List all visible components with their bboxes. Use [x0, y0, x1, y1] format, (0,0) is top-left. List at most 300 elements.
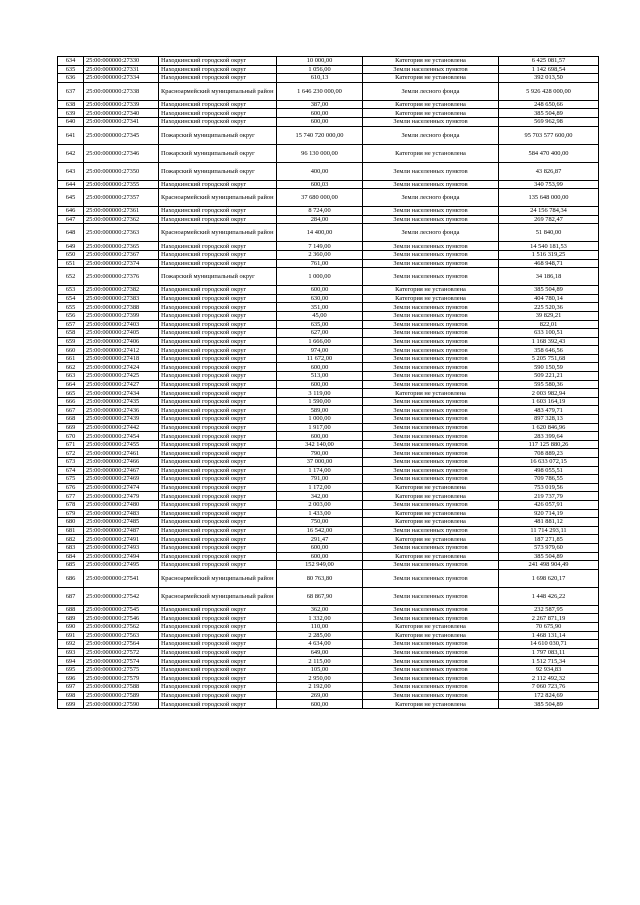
table-row [58, 509, 599, 518]
land-category: Земли населенных пунктов [363, 268, 499, 286]
cadastral-value: 5 205 751,68 [499, 354, 599, 363]
municipality: Находкинский городской округ [159, 640, 277, 649]
area: 1 174,00 [277, 466, 363, 475]
area: 600,00 [277, 700, 363, 709]
area: 10 000,00 [277, 57, 363, 66]
cadastral-number: 25:00:000000:27564 [84, 640, 159, 649]
land-category: Земли населенных пунктов [363, 372, 499, 381]
cadastral-value: 34 186,18 [499, 268, 599, 286]
row-number: 649 [58, 242, 84, 251]
land-category: Категория не установлена [363, 535, 499, 544]
row-number: 637 [58, 82, 84, 100]
cadastral-number: 25:00:000000:27338 [84, 82, 159, 100]
municipality: Находкинский городской округ [159, 423, 277, 432]
table-row [58, 109, 599, 118]
row-number: 672 [58, 449, 84, 458]
municipality: Находкинский городской округ [159, 294, 277, 303]
land-category: Категория не установлена [363, 74, 499, 83]
cadastral-value: 483 479,71 [499, 406, 599, 415]
cadastral-number: 25:00:000000:27491 [84, 535, 159, 544]
table-row [58, 561, 599, 570]
area: 627,00 [277, 329, 363, 338]
row-number: 662 [58, 363, 84, 372]
area: 2 360,00 [277, 250, 363, 259]
area: 110,00 [277, 622, 363, 631]
land-category: Земли населенных пунктов [363, 311, 499, 320]
land-category: Земли лесного фонда [363, 82, 499, 100]
municipality: Находкинский городской округ [159, 518, 277, 527]
table-row [58, 543, 599, 552]
table-row [58, 259, 599, 268]
table-row [58, 215, 599, 224]
municipality: Находкинский городской округ [159, 500, 277, 509]
row-number: 664 [58, 380, 84, 389]
cadastral-value: 1 448 426,22 [499, 587, 599, 605]
cadastral-number: 25:00:000000:27376 [84, 268, 159, 286]
table-row [58, 389, 599, 398]
cadastral-value: 24 156 784,34 [499, 207, 599, 216]
area: 974,00 [277, 346, 363, 355]
row-number: 647 [58, 215, 84, 224]
land-category: Земли лесного фонда [363, 126, 499, 144]
area: 4 634,00 [277, 640, 363, 649]
row-number: 698 [58, 691, 84, 700]
table-row [58, 648, 599, 657]
area: 630,00 [277, 294, 363, 303]
table-row [58, 674, 599, 683]
municipality: Находкинский городской округ [159, 406, 277, 415]
row-number: 642 [58, 144, 84, 162]
table-row [58, 492, 599, 501]
land-category: Земли населенных пунктов [363, 526, 499, 535]
table-row [58, 475, 599, 484]
row-number: 663 [58, 372, 84, 381]
table-row [58, 346, 599, 355]
table-row [58, 569, 599, 587]
row-number: 665 [58, 389, 84, 398]
row-number: 654 [58, 294, 84, 303]
municipality: Находкинский городской округ [159, 320, 277, 329]
table-row [58, 162, 599, 180]
table-row [58, 189, 599, 207]
row-number: 679 [58, 509, 84, 518]
cadastral-value: 39 829,21 [499, 311, 599, 320]
table-row [58, 691, 599, 700]
area: 3 119,00 [277, 389, 363, 398]
cadastral-value: 92 934,83 [499, 665, 599, 674]
table-row [58, 268, 599, 286]
cadastral-number: 25:00:000000:27362 [84, 215, 159, 224]
land-category: Земли населенных пунктов [363, 500, 499, 509]
area: 387,00 [277, 100, 363, 109]
table-row [58, 372, 599, 381]
row-number: 686 [58, 569, 84, 587]
table-row [58, 587, 599, 605]
cadastral-number: 25:00:000000:27361 [84, 207, 159, 216]
land-category: Категория не установлена [363, 518, 499, 527]
area: 750,00 [277, 518, 363, 527]
land-category: Категория не установлена [363, 483, 499, 492]
cadastral-number: 25:00:000000:27383 [84, 294, 159, 303]
municipality: Находкинский городской округ [159, 458, 277, 467]
area: 1 433,00 [277, 509, 363, 518]
table-row [58, 657, 599, 666]
municipality: Находкинский городской округ [159, 561, 277, 570]
cadastral-value: 595 580,36 [499, 380, 599, 389]
area: 791,00 [277, 475, 363, 484]
cadastral-value: 14 610 030,71 [499, 640, 599, 649]
municipality: Находкинский городской округ [159, 57, 277, 66]
cadastral-value: 340 753,99 [499, 180, 599, 189]
area: 152 949,00 [277, 561, 363, 570]
row-number: 648 [58, 224, 84, 242]
municipality: Находкинский городской округ [159, 354, 277, 363]
row-number: 652 [58, 268, 84, 286]
area: 37 000,00 [277, 458, 363, 467]
cadastral-number: 25:00:000000:27439 [84, 415, 159, 424]
table-row [58, 526, 599, 535]
area: 600,00 [277, 432, 363, 441]
area: 11 672,00 [277, 354, 363, 363]
municipality: Красноармейский муниципальный район [159, 587, 277, 605]
area: 600,00 [277, 363, 363, 372]
table-body [58, 57, 599, 709]
cadastral-value: 241 498 904,49 [499, 561, 599, 570]
row-number: 696 [58, 674, 84, 683]
cadastral-number: 25:00:000000:27579 [84, 674, 159, 683]
cadastral-number: 25:00:000000:27494 [84, 552, 159, 561]
land-category: Земли населенных пунктов [363, 406, 499, 415]
land-category: Категория не установлена [363, 100, 499, 109]
table-row [58, 242, 599, 251]
cadastral-value: 2 112 492,32 [499, 674, 599, 683]
area: 600,00 [277, 109, 363, 118]
cadastral-value: 1 512 715,34 [499, 657, 599, 666]
cadastral-number: 25:00:000000:27487 [84, 526, 159, 535]
land-category: Земли населенных пунктов [363, 640, 499, 649]
cadastral-value: 225 520,36 [499, 303, 599, 312]
table-row [58, 683, 599, 692]
table-row [58, 640, 599, 649]
row-number: 639 [58, 109, 84, 118]
cadastral-number: 25:00:000000:27388 [84, 303, 159, 312]
row-number: 634 [58, 57, 84, 66]
municipality: Находкинский городской округ [159, 475, 277, 484]
row-number: 683 [58, 543, 84, 552]
cadastral-value: 573 979,60 [499, 543, 599, 552]
municipality: Находкинский городской округ [159, 303, 277, 312]
row-number: 687 [58, 587, 84, 605]
cadastral-value: 1 620 846,96 [499, 423, 599, 432]
municipality: Красноармейский муниципальный район [159, 189, 277, 207]
land-category: Земли населенных пунктов [363, 354, 499, 363]
municipality: Находкинский городской округ [159, 492, 277, 501]
land-category: Земли населенных пунктов [363, 665, 499, 674]
row-number: 651 [58, 259, 84, 268]
row-number: 661 [58, 354, 84, 363]
land-category: Категория не установлена [363, 294, 499, 303]
municipality: Находкинский городской округ [159, 286, 277, 295]
cadastral-number: 25:00:000000:27403 [84, 320, 159, 329]
cadastral-number: 25:00:000000:27346 [84, 144, 159, 162]
cadastral-number: 25:00:000000:27542 [84, 587, 159, 605]
area: 1 000,00 [277, 415, 363, 424]
cadastral-value: 172 824,69 [499, 691, 599, 700]
cadastral-value: 385 504,89 [499, 109, 599, 118]
cadastral-value: 219 737,79 [499, 492, 599, 501]
cadastral-number: 25:00:000000:27334 [84, 74, 159, 83]
area: 8 724,00 [277, 207, 363, 216]
municipality: Находкинский городской округ [159, 380, 277, 389]
land-category: Земли населенных пунктов [363, 423, 499, 432]
area: 14 400,00 [277, 224, 363, 242]
area: 2 285,00 [277, 631, 363, 640]
cadastral-number: 25:00:000000:27493 [84, 543, 159, 552]
row-number: 641 [58, 126, 84, 144]
area: 37 680 000,00 [277, 189, 363, 207]
land-category: Земли населенных пунктов [363, 543, 499, 552]
row-number: 691 [58, 631, 84, 640]
cadastral-value: 481 881,12 [499, 518, 599, 527]
cadastral-number: 25:00:000000:27382 [84, 286, 159, 295]
land-category: Земли населенных пунктов [363, 363, 499, 372]
row-number: 678 [58, 500, 84, 509]
area: 68 867,90 [277, 587, 363, 605]
cadastral-value: 385 504,89 [499, 286, 599, 295]
land-category: Земли населенных пунктов [363, 614, 499, 623]
row-number: 658 [58, 329, 84, 338]
cadastral-number: 25:00:000000:27541 [84, 569, 159, 587]
area: 1 056,00 [277, 65, 363, 74]
area: 15 740 720 000,00 [277, 126, 363, 144]
row-number: 666 [58, 397, 84, 406]
municipality: Находкинский городской округ [159, 372, 277, 381]
cadastral-number: 25:00:000000:27455 [84, 440, 159, 449]
municipality: Находкинский городской округ [159, 466, 277, 475]
municipality: Находкинский городской округ [159, 631, 277, 640]
table-row [58, 329, 599, 338]
row-number: 656 [58, 311, 84, 320]
cadastral-value: 1 168 392,43 [499, 337, 599, 346]
row-number: 690 [58, 622, 84, 631]
table-row [58, 250, 599, 259]
land-category: Земли населенных пунктов [363, 449, 499, 458]
area: 269,00 [277, 691, 363, 700]
land-category: Земли лесного фонда [363, 189, 499, 207]
municipality: Находкинский городской округ [159, 526, 277, 535]
municipality: Находкинский городской округ [159, 242, 277, 251]
area: 342,00 [277, 492, 363, 501]
table-row [58, 458, 599, 467]
area: 7 149,00 [277, 242, 363, 251]
cadastral-value: 283 399,64 [499, 432, 599, 441]
row-number: 645 [58, 189, 84, 207]
municipality: Находкинский городской округ [159, 65, 277, 74]
cadastral-number: 25:00:000000:27340 [84, 109, 159, 118]
land-category: Категория не установлена [363, 144, 499, 162]
municipality: Находкинский городской округ [159, 648, 277, 657]
municipality: Находкинский городской округ [159, 109, 277, 118]
land-category: Земли населенных пунктов [363, 180, 499, 189]
table-row [58, 286, 599, 295]
municipality: Пожарский муниципальный округ [159, 126, 277, 144]
cadastral-value: 187 271,85 [499, 535, 599, 544]
municipality: Пожарский муниципальный округ [159, 144, 277, 162]
land-category: Категория не установлена [363, 286, 499, 295]
land-category: Земли населенных пунктов [363, 242, 499, 251]
municipality: Находкинский городской округ [159, 397, 277, 406]
land-category: Земли населенных пунктов [363, 207, 499, 216]
table-row [58, 380, 599, 389]
land-category: Земли населенных пунктов [363, 65, 499, 74]
area: 600,00 [277, 552, 363, 561]
municipality: Находкинский городской округ [159, 483, 277, 492]
cadastral-number: 25:00:000000:27469 [84, 475, 159, 484]
row-number: 693 [58, 648, 84, 657]
row-number: 682 [58, 535, 84, 544]
cadastral-value: 95 703 577 600,00 [499, 126, 599, 144]
table-row [58, 74, 599, 83]
cadastral-value: 5 926 428 000,00 [499, 82, 599, 100]
area: 2 950,00 [277, 674, 363, 683]
cadastral-number: 25:00:000000:27399 [84, 311, 159, 320]
row-number: 689 [58, 614, 84, 623]
table-row [58, 535, 599, 544]
municipality: Находкинский городской округ [159, 415, 277, 424]
cadastral-value: 51 840,00 [499, 224, 599, 242]
row-number: 669 [58, 423, 84, 432]
row-number: 688 [58, 605, 84, 614]
row-number: 680 [58, 518, 84, 527]
municipality: Находкинский городской округ [159, 683, 277, 692]
cadastral-number: 25:00:000000:27436 [84, 406, 159, 415]
row-number: 650 [58, 250, 84, 259]
cadastral-number: 25:00:000000:27495 [84, 561, 159, 570]
cadastral-number: 25:00:000000:27545 [84, 605, 159, 614]
land-category: Земли населенных пунктов [363, 458, 499, 467]
row-number: 695 [58, 665, 84, 674]
municipality: Находкинский городской округ [159, 311, 277, 320]
cadastral-number: 25:00:000000:27434 [84, 389, 159, 398]
table-row [58, 207, 599, 216]
land-category: Земли населенных пунктов [363, 683, 499, 692]
row-number: 636 [58, 74, 84, 83]
area: 1 917,00 [277, 423, 363, 432]
municipality: Находкинский городской округ [159, 543, 277, 552]
cadastral-number: 25:00:000000:27454 [84, 432, 159, 441]
municipality: Находкинский городской округ [159, 622, 277, 631]
cadastral-value: 1 468 131,14 [499, 631, 599, 640]
cadastral-value: 468 948,71 [499, 259, 599, 268]
cadastral-value: 753 019,56 [499, 483, 599, 492]
table-row [58, 303, 599, 312]
land-category: Земли населенных пунктов [363, 440, 499, 449]
cadastral-number: 25:00:000000:27374 [84, 259, 159, 268]
land-category: Земли населенных пунктов [363, 329, 499, 338]
cadastral-value: 385 504,89 [499, 552, 599, 561]
cadastral-number: 25:00:000000:27467 [84, 466, 159, 475]
municipality: Красноармейский муниципальный район [159, 569, 277, 587]
area: 400,00 [277, 162, 363, 180]
cadastral-value: 269 782,47 [499, 215, 599, 224]
land-category: Земли населенных пунктов [363, 215, 499, 224]
table-row [58, 57, 599, 66]
table-row [58, 144, 599, 162]
cadastral-value: 498 055,51 [499, 466, 599, 475]
municipality: Находкинский городской округ [159, 432, 277, 441]
municipality: Находкинский городской округ [159, 207, 277, 216]
cadastral-value: 6 425 081,57 [499, 57, 599, 66]
area: 600,00 [277, 543, 363, 552]
row-number: 667 [58, 406, 84, 415]
cadastral-number: 25:00:000000:27480 [84, 500, 159, 509]
row-number: 660 [58, 346, 84, 355]
cadastral-number: 25:00:000000:27575 [84, 665, 159, 674]
table-row [58, 311, 599, 320]
cadastral-value: 509 221,21 [499, 372, 599, 381]
area: 2 115,00 [277, 657, 363, 666]
table-row [58, 605, 599, 614]
row-number: 674 [58, 466, 84, 475]
table-row [58, 180, 599, 189]
cadastral-value: 43 826,87 [499, 162, 599, 180]
cadastral-number: 25:00:000000:27424 [84, 363, 159, 372]
cadastral-value: 248 650,66 [499, 100, 599, 109]
land-category: Категория не установлена [363, 622, 499, 631]
land-category: Земли населенных пунктов [363, 346, 499, 355]
table-row [58, 552, 599, 561]
municipality: Красноармейский муниципальный район [159, 224, 277, 242]
table-row [58, 432, 599, 441]
land-parcels-table [57, 56, 599, 709]
land-category: Категория не установлена [363, 109, 499, 118]
cadastral-value: 590 150,59 [499, 363, 599, 372]
cadastral-number: 25:00:000000:27363 [84, 224, 159, 242]
cadastral-value: 404 780,14 [499, 294, 599, 303]
row-number: 673 [58, 458, 84, 467]
row-number: 670 [58, 432, 84, 441]
area: 635,00 [277, 320, 363, 329]
land-category: Категория не установлена [363, 57, 499, 66]
land-category: Земли населенных пунктов [363, 320, 499, 329]
municipality: Находкинский городской округ [159, 259, 277, 268]
cadastral-number: 25:00:000000:27483 [84, 509, 159, 518]
cadastral-number: 25:00:000000:27474 [84, 483, 159, 492]
cadastral-value: 1 142 698,54 [499, 65, 599, 74]
cadastral-value: 822,01 [499, 320, 599, 329]
municipality: Находкинский городской округ [159, 74, 277, 83]
municipality: Находкинский городской округ [159, 657, 277, 666]
municipality: Находкинский городской округ [159, 337, 277, 346]
cadastral-number: 25:00:000000:27406 [84, 337, 159, 346]
area: 600,00 [277, 286, 363, 295]
area: 1 332,00 [277, 614, 363, 623]
table-row [58, 397, 599, 406]
table-row [58, 320, 599, 329]
table-row [58, 294, 599, 303]
cadastral-value: 708 889,23 [499, 449, 599, 458]
cadastral-number: 25:00:000000:27367 [84, 250, 159, 259]
table-row [58, 440, 599, 449]
table-row [58, 337, 599, 346]
area: 1 000,00 [277, 268, 363, 286]
row-number: 676 [58, 483, 84, 492]
cadastral-number: 25:00:000000:27425 [84, 372, 159, 381]
cadastral-value: 569 962,98 [499, 117, 599, 126]
table-row [58, 117, 599, 126]
area: 589,00 [277, 406, 363, 415]
cadastral-number: 25:00:000000:27350 [84, 162, 159, 180]
